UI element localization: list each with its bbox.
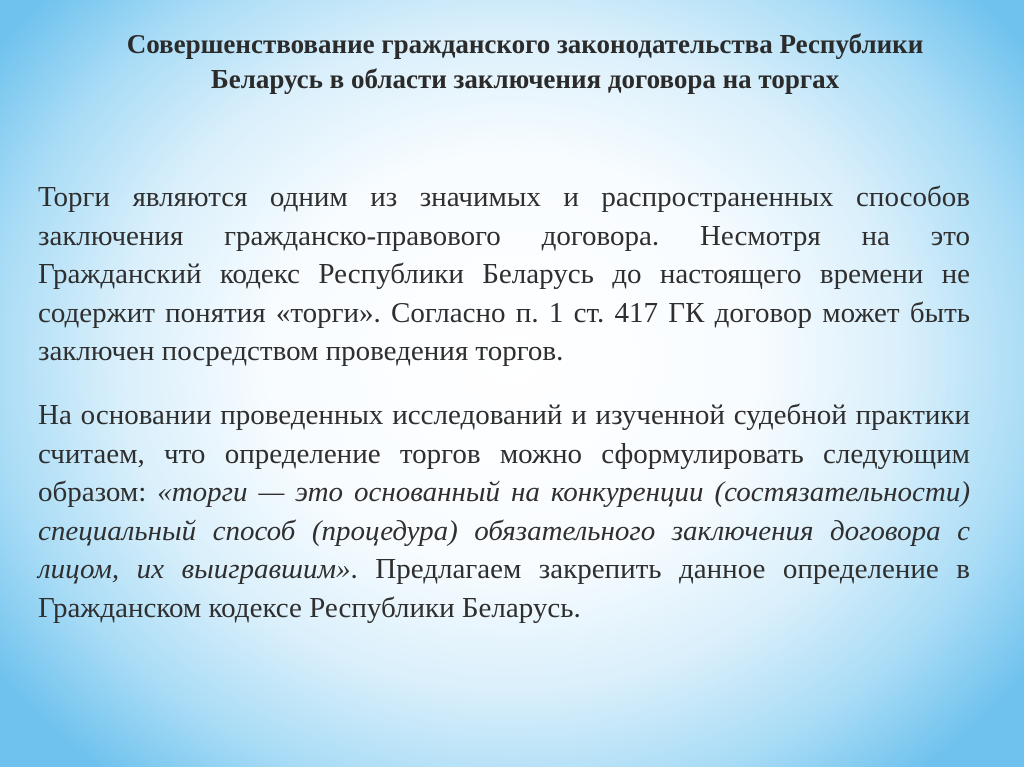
paragraph-1: Торги являются одним из значимых и распространенных способов заключения гражданско-правового договора. Несмотря на это Гражданский кодекс Республики Беларусь до настоящего времени не содержит понятия «торги». Согласно п. 1 ст. 417 ГК договор может быть заключен посредством проведения торгов.	[38, 181, 970, 367]
paragraph-2-intro: На основании проведенных исследований и изученной судебной практики считаем, что определение торгов можно сформулировать следующим образом:	[38, 399, 970, 508]
paragraph-2-outro: . Предлагаем закрепить данное определение в Гражданском кодексе Республики Беларусь.	[38, 553, 970, 624]
paragraph-2	[38, 396, 970, 627]
definition-quote: «торги — это основанный на конкуренции (состязательности) специальный способ (процедура) обязательного заключения договора с лицом, их выигравшим»	[38, 476, 971, 585]
slide-title: Совершенствование гражданского законодательства Республики Беларусь в области заключения договора на торгах	[126, 29, 924, 94]
